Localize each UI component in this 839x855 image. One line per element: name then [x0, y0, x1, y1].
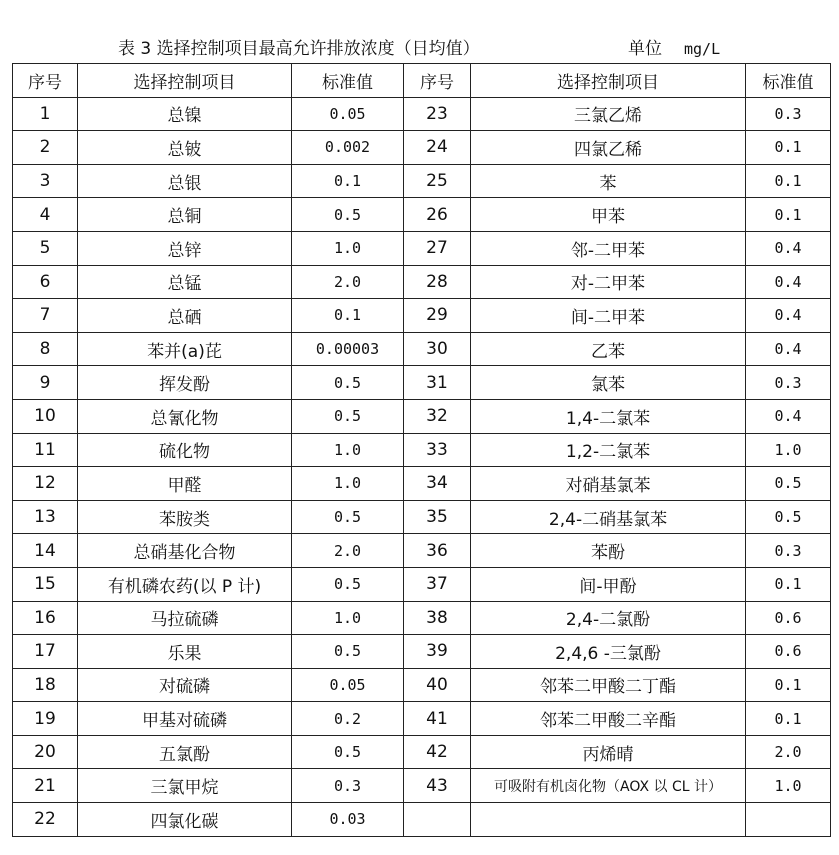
cell-no: 34	[404, 467, 471, 501]
cell-item: 总锌	[78, 231, 292, 265]
cell-no: 9	[13, 366, 78, 400]
cell-no: 25	[404, 164, 471, 198]
cell-value: 0.5	[292, 500, 404, 534]
cell-item: 总镍	[78, 97, 292, 131]
cell-no: 41	[404, 702, 471, 736]
table-row	[13, 265, 831, 299]
cell-no: 39	[404, 635, 471, 669]
cell-item: 氯苯	[471, 366, 746, 400]
unit-value: mg/L	[684, 40, 721, 58]
cell-no: 36	[404, 534, 471, 568]
cell-value	[746, 803, 831, 837]
cell-item: 丙烯晴	[471, 735, 746, 769]
table-row	[13, 231, 831, 265]
cell-no: 20	[13, 735, 78, 769]
cell-item: 三氯乙烯	[471, 97, 746, 131]
unit-label	[628, 34, 720, 59]
cell-item: 苯并(a)芘	[78, 332, 292, 366]
cell-item: 总硝基化合物	[78, 534, 292, 568]
unit-label-text: 单位	[628, 39, 662, 59]
cell-value: 1.0	[746, 769, 831, 803]
table-row	[13, 769, 831, 803]
cell-no: 13	[13, 500, 78, 534]
cell-no: 40	[404, 668, 471, 702]
cell-value: 0.5	[292, 366, 404, 400]
cell-no: 2	[13, 131, 78, 165]
table-title-row	[0, 32, 839, 60]
cell-item: 2,4,6 -三氯酚	[471, 635, 746, 669]
table-row	[13, 500, 831, 534]
cell-no: 32	[404, 399, 471, 433]
cell-value: 0.3	[746, 534, 831, 568]
cell-no: 16	[13, 601, 78, 635]
cell-item: 三氯甲烷	[78, 769, 292, 803]
cell-value: 1.0	[292, 231, 404, 265]
cell-no: 21	[13, 769, 78, 803]
cell-item: 甲基对硫磷	[78, 702, 292, 736]
cell-item: 1,2-二氯苯	[471, 433, 746, 467]
cell-no: 35	[404, 500, 471, 534]
cell-item: 四氯乙稀	[471, 131, 746, 165]
cell-value: 0.5	[292, 735, 404, 769]
cell-value: 0.5	[292, 635, 404, 669]
cell-no: 27	[404, 231, 471, 265]
cell-no: 30	[404, 332, 471, 366]
cell-value: 0.1	[746, 164, 831, 198]
cell-item: 间-甲酚	[471, 567, 746, 601]
cell-value: 0.3	[746, 97, 831, 131]
cell-value: 1.0	[292, 601, 404, 635]
table-row	[13, 332, 831, 366]
table-row	[13, 567, 831, 601]
table-row	[13, 635, 831, 669]
cell-value: 0.3	[746, 366, 831, 400]
table-row	[13, 702, 831, 736]
cell-item: 苯酚	[471, 534, 746, 568]
cell-value: 0.6	[746, 635, 831, 669]
table-row	[13, 433, 831, 467]
table-row	[13, 366, 831, 400]
header-no-left: 序号	[13, 64, 78, 98]
table-row	[13, 299, 831, 333]
table-row	[13, 735, 831, 769]
cell-value: 0.03	[292, 803, 404, 837]
cell-item: 四氯化碳	[78, 803, 292, 837]
cell-item: 邻苯二甲酸二丁酯	[471, 668, 746, 702]
cell-value: 1.0	[746, 433, 831, 467]
cell-item: 苯	[471, 164, 746, 198]
cell-no	[404, 803, 471, 837]
cell-value: 2.0	[292, 265, 404, 299]
cell-value: 0.4	[746, 399, 831, 433]
header-value-left: 标准值	[292, 64, 404, 98]
cell-no: 3	[13, 164, 78, 198]
cell-no: 7	[13, 299, 78, 333]
cell-value: 0.1	[746, 131, 831, 165]
table-row	[13, 198, 831, 232]
cell-no: 15	[13, 567, 78, 601]
cell-item: 对硝基氯苯	[471, 467, 746, 501]
cell-no: 17	[13, 635, 78, 669]
table-row	[13, 131, 831, 165]
table-row	[13, 97, 831, 131]
cell-item: 总铍	[78, 131, 292, 165]
cell-value: 2.0	[746, 735, 831, 769]
cell-item: 邻苯二甲酸二辛酯	[471, 702, 746, 736]
cell-value: 0.1	[292, 164, 404, 198]
table-row	[13, 399, 831, 433]
cell-value: 0.6	[746, 601, 831, 635]
cell-value: 0.00003	[292, 332, 404, 366]
cell-value: 0.05	[292, 668, 404, 702]
table-header-row	[13, 64, 831, 98]
cell-no: 26	[404, 198, 471, 232]
cell-value: 0.002	[292, 131, 404, 165]
table-row	[13, 164, 831, 198]
cell-value: 0.1	[292, 299, 404, 333]
cell-no: 28	[404, 265, 471, 299]
cell-item: 甲苯	[471, 198, 746, 232]
cell-no: 11	[13, 433, 78, 467]
cell-no: 31	[404, 366, 471, 400]
table-row	[13, 467, 831, 501]
cell-value: 0.1	[746, 567, 831, 601]
cell-value: 0.4	[746, 332, 831, 366]
cell-item: 总硒	[78, 299, 292, 333]
cell-value: 0.5	[292, 399, 404, 433]
pollutant-limits-table	[12, 63, 831, 837]
cell-item: 总氰化物	[78, 399, 292, 433]
cell-no: 33	[404, 433, 471, 467]
cell-no: 29	[404, 299, 471, 333]
cell-item: 有机磷农药(以 P 计)	[78, 567, 292, 601]
cell-item: 苯胺类	[78, 500, 292, 534]
table-caption: 表 3 选择控制项目最高允许排放浓度（日均值）	[118, 39, 480, 59]
cell-value: 0.4	[746, 265, 831, 299]
cell-no: 38	[404, 601, 471, 635]
table-body	[13, 97, 831, 836]
cell-value: 0.5	[292, 567, 404, 601]
cell-value: 0.3	[292, 769, 404, 803]
cell-item: 对硫磷	[78, 668, 292, 702]
cell-item: 硫化物	[78, 433, 292, 467]
cell-item: 邻-二甲苯	[471, 231, 746, 265]
cell-item: 五氯酚	[78, 735, 292, 769]
cell-no: 23	[404, 97, 471, 131]
cell-value: 0.5	[292, 198, 404, 232]
cell-item: 甲醛	[78, 467, 292, 501]
table-row	[13, 534, 831, 568]
cell-item: 间-二甲苯	[471, 299, 746, 333]
cell-item: 对-二甲苯	[471, 265, 746, 299]
cell-no: 24	[404, 131, 471, 165]
cell-no: 43	[404, 769, 471, 803]
cell-no: 19	[13, 702, 78, 736]
cell-value: 0.4	[746, 231, 831, 265]
cell-item: 2,4-二氯酚	[471, 601, 746, 635]
cell-value: 0.5	[746, 467, 831, 501]
cell-no: 5	[13, 231, 78, 265]
cell-item: 乐果	[78, 635, 292, 669]
cell-item	[471, 803, 746, 837]
cell-item: 总铜	[78, 198, 292, 232]
cell-item: 乙苯	[471, 332, 746, 366]
cell-no: 18	[13, 668, 78, 702]
cell-value: 1.0	[292, 433, 404, 467]
header-value-right: 标准值	[746, 64, 831, 98]
cell-no: 12	[13, 467, 78, 501]
table-row	[13, 601, 831, 635]
cell-value: 0.4	[746, 299, 831, 333]
cell-no: 10	[13, 399, 78, 433]
header-item-left: 选择控制项目	[78, 64, 292, 98]
cell-item: 1,4-二氯苯	[471, 399, 746, 433]
cell-no: 8	[13, 332, 78, 366]
cell-no: 42	[404, 735, 471, 769]
cell-item: 可吸附有机卤化物（AOX 以 CL 计）	[471, 769, 746, 803]
cell-value: 0.5	[746, 500, 831, 534]
cell-no: 37	[404, 567, 471, 601]
cell-value: 0.1	[746, 198, 831, 232]
cell-no: 22	[13, 803, 78, 837]
cell-no: 1	[13, 97, 78, 131]
cell-item: 2,4-二硝基氯苯	[471, 500, 746, 534]
header-item-right: 选择控制项目	[471, 64, 746, 98]
cell-item: 总锰	[78, 265, 292, 299]
cell-value: 1.0	[292, 467, 404, 501]
table-row	[13, 803, 831, 837]
cell-value: 0.1	[746, 702, 831, 736]
cell-value: 0.2	[292, 702, 404, 736]
table-row	[13, 668, 831, 702]
cell-no: 14	[13, 534, 78, 568]
cell-no: 6	[13, 265, 78, 299]
cell-value: 2.0	[292, 534, 404, 568]
header-no-right: 序号	[404, 64, 471, 98]
cell-item: 马拉硫磷	[78, 601, 292, 635]
cell-item: 挥发酚	[78, 366, 292, 400]
cell-value: 0.05	[292, 97, 404, 131]
cell-item: 总银	[78, 164, 292, 198]
cell-value: 0.1	[746, 668, 831, 702]
cell-no: 4	[13, 198, 78, 232]
